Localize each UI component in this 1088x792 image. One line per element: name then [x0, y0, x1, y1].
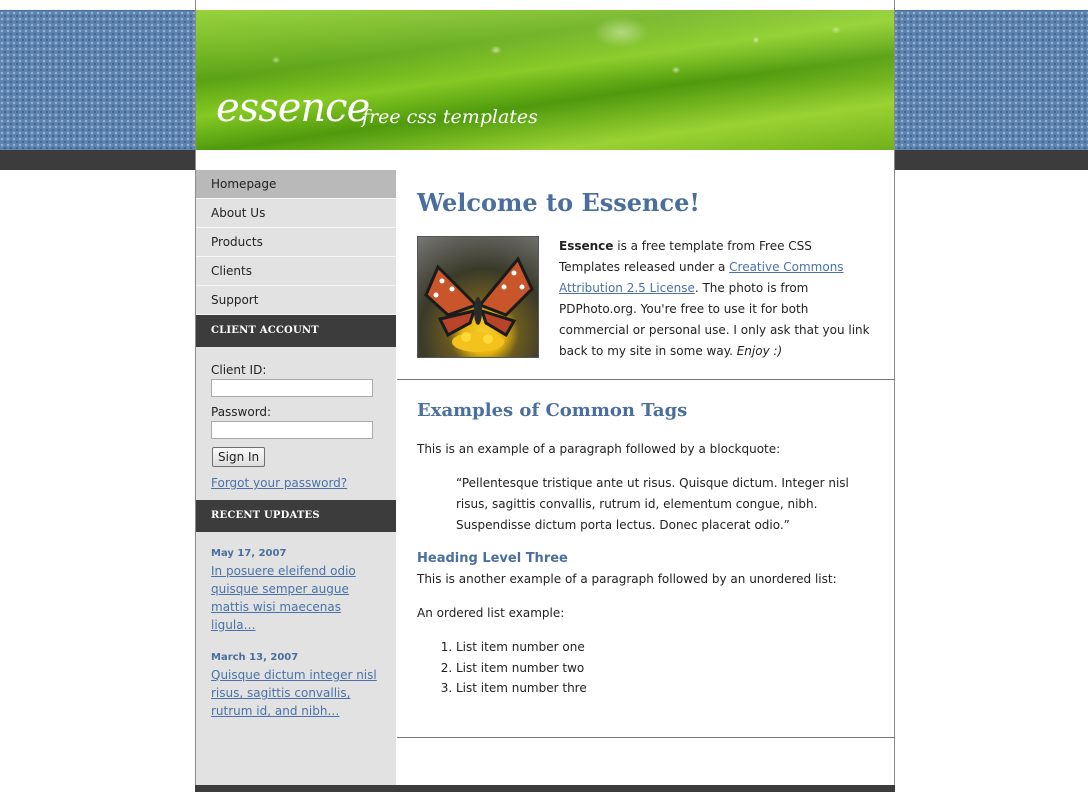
login-form [196, 347, 396, 500]
recent-updates-list [196, 532, 396, 754]
intro-block [417, 236, 874, 362]
update-link[interactable]: In posuere eleifend odio quisque semper augue mattis wisi maecenas ligula… [211, 564, 356, 632]
welcome-title: Welcome to Essence! [417, 188, 700, 217]
footer-bar [195, 785, 895, 792]
examples-title: Examples of Common Tags [417, 400, 688, 421]
update-date: March 13, 2007 [211, 652, 299, 663]
butterfly-photo [417, 236, 539, 358]
site-logo[interactable]: essence [216, 85, 370, 131]
password-input[interactable] [211, 421, 373, 439]
nav-item-about-us[interactable]: About Us [196, 199, 396, 228]
list-item: 2. List item number two [456, 658, 874, 679]
intro-text-part2: . The photo is from PDPhoto.org. You're free to use it for both commercial or personal use. I only ask that you link back to my site in some way. [559, 281, 870, 358]
client-account-heading: CLIENT ACCOUNT [196, 315, 396, 347]
main-nav [196, 170, 396, 315]
nav-item-support[interactable]: Support [196, 286, 396, 315]
nav-item-clients[interactable]: Clients [196, 257, 396, 286]
client-id-label: Client ID: [211, 363, 267, 377]
brand-name: Essence [559, 239, 614, 253]
heading-level-three: Heading Level Three [417, 551, 568, 566]
forgot-password-link[interactable]: Forgot your password? [211, 476, 348, 490]
blockquote: “Pellentesque tristique ante ut risus. Quisque dictum. Integer nisl risus, sagittis convallis, rutrum id, elementum congue, nibh. Suspendisse dictum porta lectus. Donec placerat odio.” [456, 476, 849, 532]
recent-updates-heading: RECENT UPDATES [196, 500, 396, 532]
site-header [196, 10, 894, 150]
client-id-input[interactable] [211, 379, 373, 397]
enjoy-text: Enjoy :) [736, 344, 783, 358]
sign-in-button[interactable]: Sign In [212, 447, 265, 467]
paragraph-2: This is another example of a paragraph followed by an unordered list: [417, 572, 837, 586]
intro-text-part1: is a free template from Free CSS Templates released under a [559, 239, 812, 274]
license-link[interactable]: Creative Commons Attribution 2.5 License [559, 260, 844, 295]
update-link[interactable]: Quisque dictum integer nisl risus, sagittis convallis, rutrum id, and nibh… [211, 668, 377, 718]
paragraph-3: An ordered list example: [417, 606, 565, 620]
list-item: 3. List item number thre [456, 678, 874, 699]
main-content [397, 170, 894, 738]
nav-item-homepage[interactable]: Homepage [196, 170, 396, 199]
welcome-section [397, 170, 894, 380]
ordered-list [417, 637, 874, 699]
site-tagline: free css templates [362, 106, 538, 128]
nav-item-products[interactable]: Products [196, 228, 396, 257]
update-date: May 17, 2007 [211, 548, 287, 559]
password-label: Password: [211, 405, 272, 419]
sidebar [196, 170, 396, 785]
butterfly-icon [418, 237, 538, 357]
list-item: 1. List item number one [456, 637, 874, 658]
examples-section [397, 380, 894, 738]
intro-text [559, 236, 874, 362]
paragraph-1: This is an example of a paragraph followed by a blockquote: [417, 442, 781, 456]
